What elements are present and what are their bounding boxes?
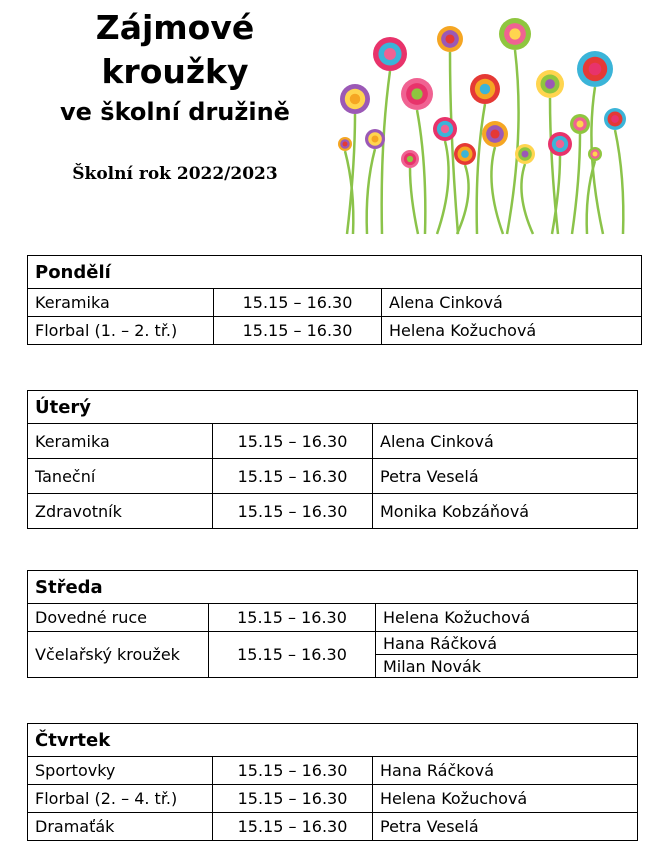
leader-cell: Petra Veselá <box>373 459 638 494</box>
flower-icon <box>401 78 433 110</box>
flower-icon <box>515 144 535 164</box>
activity-cell: Taneční <box>28 459 213 494</box>
time-cell: 15.15 – 16.30 <box>213 785 373 813</box>
activity-cell: Florbal (1. – 2. tř.) <box>28 317 214 345</box>
leader-cell: Hana Ráčková <box>373 757 638 785</box>
time-cell: 15.15 – 16.30 <box>213 813 373 841</box>
table-row <box>28 424 638 459</box>
leader-cell: Petra Veselá <box>373 813 638 841</box>
flower-icon <box>548 132 572 156</box>
table-row <box>28 757 638 785</box>
leader-cell: Monika Kobzáňová <box>373 494 638 529</box>
day-heading-thursday: Čtvrtek <box>28 724 638 757</box>
flower-icon <box>470 74 500 104</box>
activity-cell: Florbal (2. – 4. tř.) <box>28 785 213 813</box>
title-line-3: ve školní družině <box>60 98 290 126</box>
title-line-1: Zájmové <box>95 8 255 47</box>
flower-icon <box>604 108 626 130</box>
flower-icon <box>373 37 407 71</box>
flower-icon <box>437 26 463 52</box>
time-cell: 15.15 – 16.30 <box>213 757 373 785</box>
activity-cell: Včelařský kroužek <box>28 632 209 678</box>
table-row <box>28 604 638 632</box>
table-row <box>28 813 638 841</box>
flower-icon <box>499 18 531 50</box>
day-heading-tuesday: Úterý <box>28 391 638 424</box>
activity-cell: Dramaťák <box>28 813 213 841</box>
flower-bouquet-illustration <box>325 14 645 244</box>
time-cell: 15.15 – 16.30 <box>213 459 373 494</box>
table-row <box>28 289 642 317</box>
flower-icon <box>536 70 564 98</box>
time-cell: 15.15 – 16.30 <box>214 289 382 317</box>
flower-icon <box>482 121 508 147</box>
leader-cell: Helena Kožuchová <box>382 317 642 345</box>
leader-cell: Milan Novák <box>376 655 638 678</box>
leader-cell: Helena Kožuchová <box>376 604 638 632</box>
flower-icon <box>570 114 590 134</box>
table-row <box>28 494 638 529</box>
time-cell: 15.15 – 16.30 <box>213 494 373 529</box>
flower-icon <box>365 129 385 149</box>
title-line-2: kroužky <box>101 52 249 91</box>
schedule-wednesday <box>27 570 638 678</box>
leader-cell: Alena Cinková <box>373 424 638 459</box>
time-cell: 15.15 – 16.30 <box>209 604 376 632</box>
flower-icon <box>340 84 370 114</box>
activity-cell: Dovedné ruce <box>28 604 209 632</box>
table-row <box>28 459 638 494</box>
flower-icon <box>433 117 457 141</box>
table-row <box>28 632 638 655</box>
time-cell: 15.15 – 16.30 <box>214 317 382 345</box>
time-cell: 15.15 – 16.30 <box>213 424 373 459</box>
table-row <box>28 317 642 345</box>
flower-icon <box>338 137 352 151</box>
day-heading-monday: Pondělí <box>28 256 642 289</box>
leader-cell: Alena Cinková <box>382 289 642 317</box>
activity-cell: Zdravotník <box>28 494 213 529</box>
flower-icon <box>401 150 419 168</box>
flower-icon <box>588 147 602 161</box>
schedule-thursday <box>27 723 638 841</box>
leader-cell: Helena Kožuchová <box>373 785 638 813</box>
activity-cell: Sportovky <box>28 757 213 785</box>
school-year: Školní rok 2022/2023 <box>72 164 278 184</box>
activity-cell: Keramika <box>28 424 213 459</box>
flower-icon <box>454 143 476 165</box>
leader-cell: Hana Ráčková <box>376 632 638 655</box>
flower-icon <box>577 51 613 87</box>
schedule-monday <box>27 255 642 345</box>
activity-cell: Keramika <box>28 289 214 317</box>
schedule-tuesday <box>27 390 638 529</box>
time-cell: 15.15 – 16.30 <box>209 632 376 678</box>
day-heading-wednesday: Středa <box>28 571 638 604</box>
table-row <box>28 785 638 813</box>
